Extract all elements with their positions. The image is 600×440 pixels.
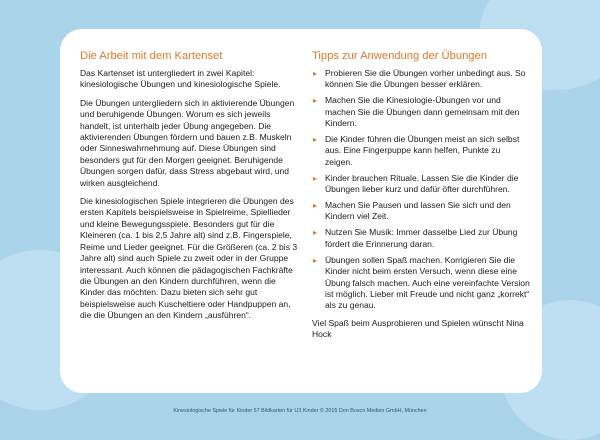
triangle-bullet-icon: ▸ <box>313 96 318 106</box>
tip-text: Die Kinder führen die Übungen meist an sich selbst aus. Eine Fingerpuppe kann helfen, Punkte zu zeigen. <box>325 134 520 167</box>
left-heading: Die Arbeit mit dem Kartenset <box>80 50 223 62</box>
list-item <box>312 134 530 168</box>
tip-text: Übungen sollen Spaß machen. Korrigieren Sie die Kinder nicht beim ersten Versuch, wenn diese eine Übung falsch machen. Auch eine vereinfachte Version ist möglich. Lieber mit Freude und nicht ganz „korrekt“ als zu genau. <box>325 254 530 311</box>
tip-text: Machen Sie die Kinesiologie-Übungen vor und machen Sie die Übungen dann gemeinsam mit den Kindern. <box>325 95 520 129</box>
paragraph-exercises: Die Übungen untergliedern sich in aktivierende Übungen und beruhigende Übungen. Worum es sich jeweils handelt, ist unterhalb jeder Übung angegeben. Die aktivierenden Übungen fördern und bauen z.B. Muskeln oder Sinneswahrnehmung auf. Diese Übungen sind besonders gut für den Morgen geeignet. Beruhigende Übungen sorgen dafür, dass Stress abgebaut wird, und wirken ausgleichend. <box>80 97 295 188</box>
list-item <box>312 200 530 223</box>
left-column <box>80 49 300 329</box>
list-item <box>312 227 530 250</box>
tip-text: Probieren Sie die Übungen vorher unbedingt aus. So können Sie die Übungen besser erklären. <box>325 68 526 90</box>
triangle-bullet-icon: ▸ <box>313 173 318 183</box>
triangle-bullet-icon: ▸ <box>313 201 318 211</box>
triangle-bullet-icon: ▸ <box>313 69 318 78</box>
right-column <box>312 49 530 348</box>
tip-text: Machen Sie Pausen und lassen Sie sich und den Kindern viel Zeit. <box>325 200 511 222</box>
list-item <box>312 255 530 312</box>
tips-list <box>312 68 530 312</box>
list-item <box>312 173 530 196</box>
closing-text: Viel Spaß beim Ausprobieren und Spielen wünscht Nina Hock <box>312 317 524 340</box>
tip-text: Kinder brauchen Rituale. Lassen Sie die Kinder die Übungen lieber kurz und dafür öfter durchführen. <box>325 172 519 195</box>
triangle-bullet-icon: ▸ <box>313 228 318 238</box>
card <box>60 29 542 393</box>
footer-credit: Kinesiologische Spiele für Kinder 57 Bildkarten für U3 Kinder © 2015 Don Bosco Medien GmbH, München <box>173 408 427 414</box>
right-heading: Tipps zur Anwendung der Übungen <box>312 50 487 62</box>
triangle-bullet-icon: ▸ <box>313 255 318 265</box>
paragraph-intro: Das Kartenset ist untergliedert in zwei Kapitel: kinesiologische Übungen und kinesiologische Spiele. <box>80 68 281 90</box>
paragraph-games: Die kinesiologischen Spiele integrieren die Übungen des ersten Kapitels beispielsweise in Spielreime, Spiellieder und kleine Bewegungsspiele. Besonders gut für die Kleineren (ca. 1 bis 2,5 Jahre alt) sind z.B. Fingerspiele, Reime und Lieder geeignet. Für die Größeren (ca. 2 bis 3 Jahre alt) sind auch Spiele zu zweit oder in der Gruppe interessant. Auch können die pädagogischen Fachkräfte die Übungen an den Kindern durchführen, wenn die Kinder das möchten. Dazu bieten sich sehr gut beispielsweise auch Kuscheltiere oder Handpuppen an, die die Übungen an den Kindern „ausführen“. <box>80 196 298 321</box>
list-item <box>312 68 530 91</box>
tip-text: Nutzen Sie Musik: Immer dasselbe Lied zur Übung fördert die Erinnerung daran. <box>325 227 518 249</box>
list-item <box>312 95 530 129</box>
triangle-bullet-icon: ▸ <box>313 135 318 145</box>
